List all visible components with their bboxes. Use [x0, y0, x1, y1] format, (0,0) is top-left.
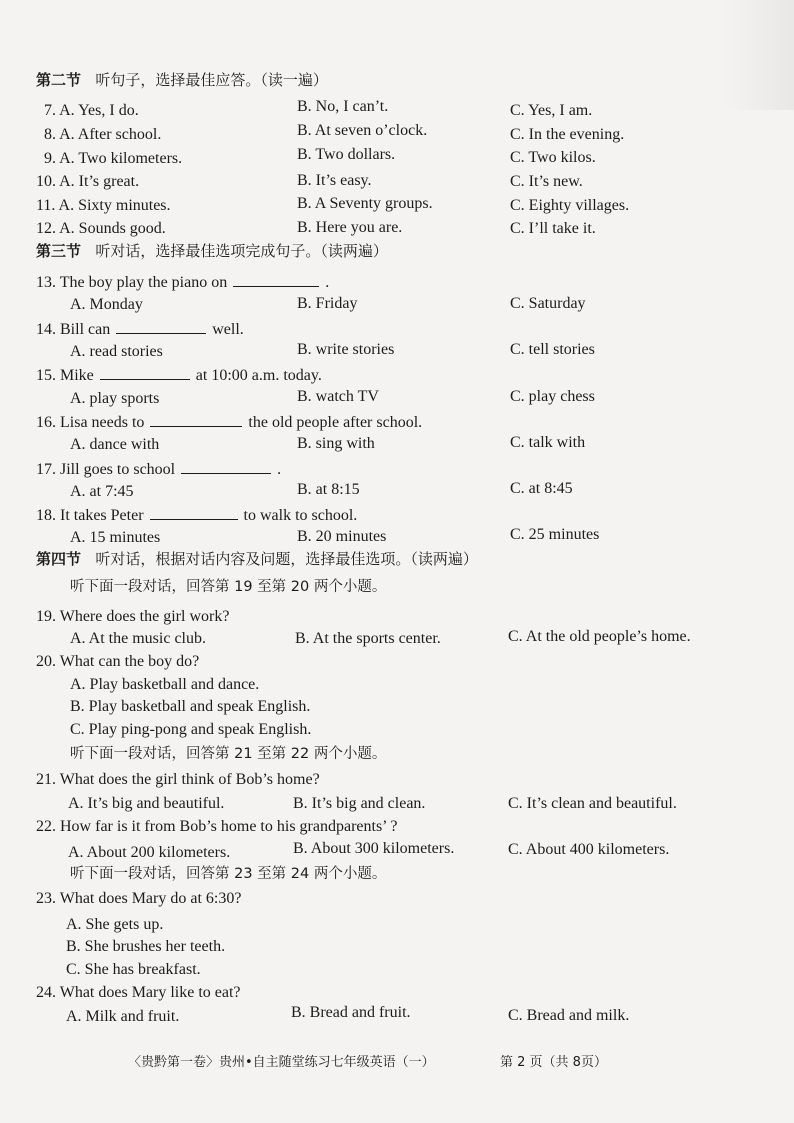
- q22-option-c: C. About 400 kilometers.: [508, 841, 670, 858]
- q13-stem: 13. The boy play the piano on .: [36, 274, 330, 291]
- q21-option-a: A. It’s big and beautiful.: [68, 795, 225, 812]
- dialog1-instruction: 听下面一段对话，回答第 19 至第 20 两个小题。: [70, 579, 387, 595]
- q18-option-b: B. 20 minutes: [297, 528, 387, 545]
- q10-option-a: 10. A. It’s great.: [36, 173, 140, 190]
- q15-option-a: A. play sports: [70, 390, 160, 407]
- q14-option-c: C. tell stories: [510, 341, 595, 358]
- q18-option-c: C. 25 minutes: [510, 526, 600, 543]
- q16-stem: 16. Lisa needs to the old people after school.: [36, 414, 423, 431]
- q11-option-c: C. Eighty villages.: [510, 197, 630, 214]
- q8-option-c: C. In the evening.: [510, 126, 625, 143]
- q18-stem: 18. It takes Peter to walk to school.: [36, 507, 358, 524]
- answer-blank: [100, 365, 190, 380]
- q15-stem: 15. Mike at 10:00 a.m. today.: [36, 367, 322, 384]
- q15-option-c: C. play chess: [510, 388, 595, 405]
- q20-stem: 20. What can the boy do?: [36, 653, 200, 670]
- q24-option-b: B. Bread and fruit.: [291, 1004, 411, 1021]
- q24-stem: 24. What does Mary like to eat?: [36, 984, 241, 1001]
- q16-option-a: A. dance with: [70, 436, 160, 453]
- q20-option-c: C. Play ping-pong and speak English.: [70, 721, 312, 738]
- q22-option-b: B. About 300 kilometers.: [293, 840, 455, 857]
- section4-title: 第四节: [36, 550, 82, 568]
- dialog3-instruction: 听下面一段对话，回答第 23 至第 24 两个小题。: [70, 866, 387, 882]
- section4-instruction: 听对话，根据对话内容及问题，选择最佳选项。（读两遍）: [95, 550, 478, 568]
- q16-option-c: C. talk with: [510, 434, 586, 451]
- q12-option-c: C. I’ll take it.: [510, 220, 596, 237]
- q19-option-c: C. At the old people’s home.: [508, 628, 691, 645]
- q10-option-b: B. It’s easy.: [297, 172, 372, 189]
- section3-header: [36, 241, 388, 261]
- q13-option-a: A. Monday: [70, 296, 143, 313]
- section2-instruction: 听句子，选择最佳应答。（读一遍）: [95, 71, 328, 89]
- q18-option-a: A. 15 minutes: [70, 529, 161, 546]
- q19-stem: 19. Where does the girl work?: [36, 608, 230, 625]
- q7-option-a: 7. A. Yes, I do.: [44, 102, 139, 119]
- q17-option-a: A. at 7:45: [70, 483, 134, 500]
- answer-blank: [233, 272, 319, 287]
- answer-blank: [116, 319, 206, 334]
- footer-title: 〈贵黔第一卷〉贵州•自主随堂练习七年级英语（一）: [128, 1055, 435, 1070]
- q21-option-b: B. It’s big and clean.: [293, 795, 426, 812]
- q10-option-c: C. It’s new.: [510, 173, 583, 190]
- q13-option-c: C. Saturday: [510, 295, 586, 312]
- q17-option-b: B. at 8:15: [297, 481, 360, 498]
- q23-option-b: B. She brushes her teeth.: [66, 938, 226, 955]
- q21-option-c: C. It’s clean and beautiful.: [508, 795, 677, 812]
- q24-option-a: A. Milk and fruit.: [66, 1008, 180, 1025]
- q20-option-a: A. Play basketball and dance.: [70, 676, 260, 693]
- q11-option-b: B. A Seventy groups.: [297, 195, 433, 212]
- q15-option-b: B. watch TV: [297, 388, 379, 405]
- q19-option-a: A. At the music club.: [70, 630, 206, 647]
- q14-stem: 14. Bill can well.: [36, 321, 244, 338]
- scan-shadow: [724, 0, 794, 110]
- q9-option-c: C. Two kilos.: [510, 149, 596, 166]
- q12-option-a: 12. A. Sounds good.: [36, 220, 166, 237]
- q22-option-a: A. About 200 kilometers.: [68, 844, 231, 861]
- section4-header: [36, 549, 478, 569]
- q21-stem: 21. What does the girl think of Bob’s home?: [36, 771, 320, 788]
- q9-option-a: 9. A. Two kilometers.: [44, 150, 183, 167]
- answer-blank: [150, 412, 242, 427]
- q17-stem: 17. Jill goes to school .: [36, 461, 282, 478]
- q24-option-c: C. Bread and milk.: [508, 1007, 630, 1024]
- page-number: 第 2 页（共 8页）: [500, 1055, 607, 1070]
- section3-instruction: 听对话，选择最佳选项完成句子。（读两遍）: [95, 242, 388, 260]
- q8-option-b: B. At seven o’clock.: [297, 122, 428, 139]
- dialog2-instruction: 听下面一段对话，回答第 21 至第 22 两个小题。: [70, 746, 387, 762]
- q7-option-c: C. Yes, I am.: [510, 102, 593, 119]
- section2-title: 第二节: [36, 71, 82, 89]
- q8-option-a: 8. A. After school.: [44, 126, 162, 143]
- answer-blank: [150, 505, 238, 520]
- q14-option-b: B. write stories: [297, 341, 395, 358]
- q23-option-a: A. She gets up.: [66, 916, 164, 933]
- q11-option-a: 11. A. Sixty minutes.: [36, 197, 171, 214]
- section3-title: 第三节: [36, 242, 82, 260]
- q20-option-b: B. Play basketball and speak English.: [70, 698, 311, 715]
- q9-option-b: B. Two dollars.: [297, 146, 396, 163]
- q14-option-a: A. read stories: [70, 343, 163, 360]
- q22-stem: 22. How far is it from Bob’s home to his grandparents’ ?: [36, 818, 398, 835]
- section2-header: [36, 70, 328, 90]
- q23-stem: 23. What does Mary do at 6:30?: [36, 890, 242, 907]
- answer-blank: [181, 459, 271, 474]
- q23-option-c: C. She has breakfast.: [66, 961, 201, 978]
- q16-option-b: B. sing with: [297, 435, 375, 452]
- q7-option-b: B. No, I can’t.: [297, 98, 389, 115]
- q17-option-c: C. at 8:45: [510, 480, 573, 497]
- q13-option-b: B. Friday: [297, 295, 358, 312]
- q12-option-b: B. Here you are.: [297, 219, 403, 236]
- q19-option-b: B. At the sports center.: [295, 630, 441, 647]
